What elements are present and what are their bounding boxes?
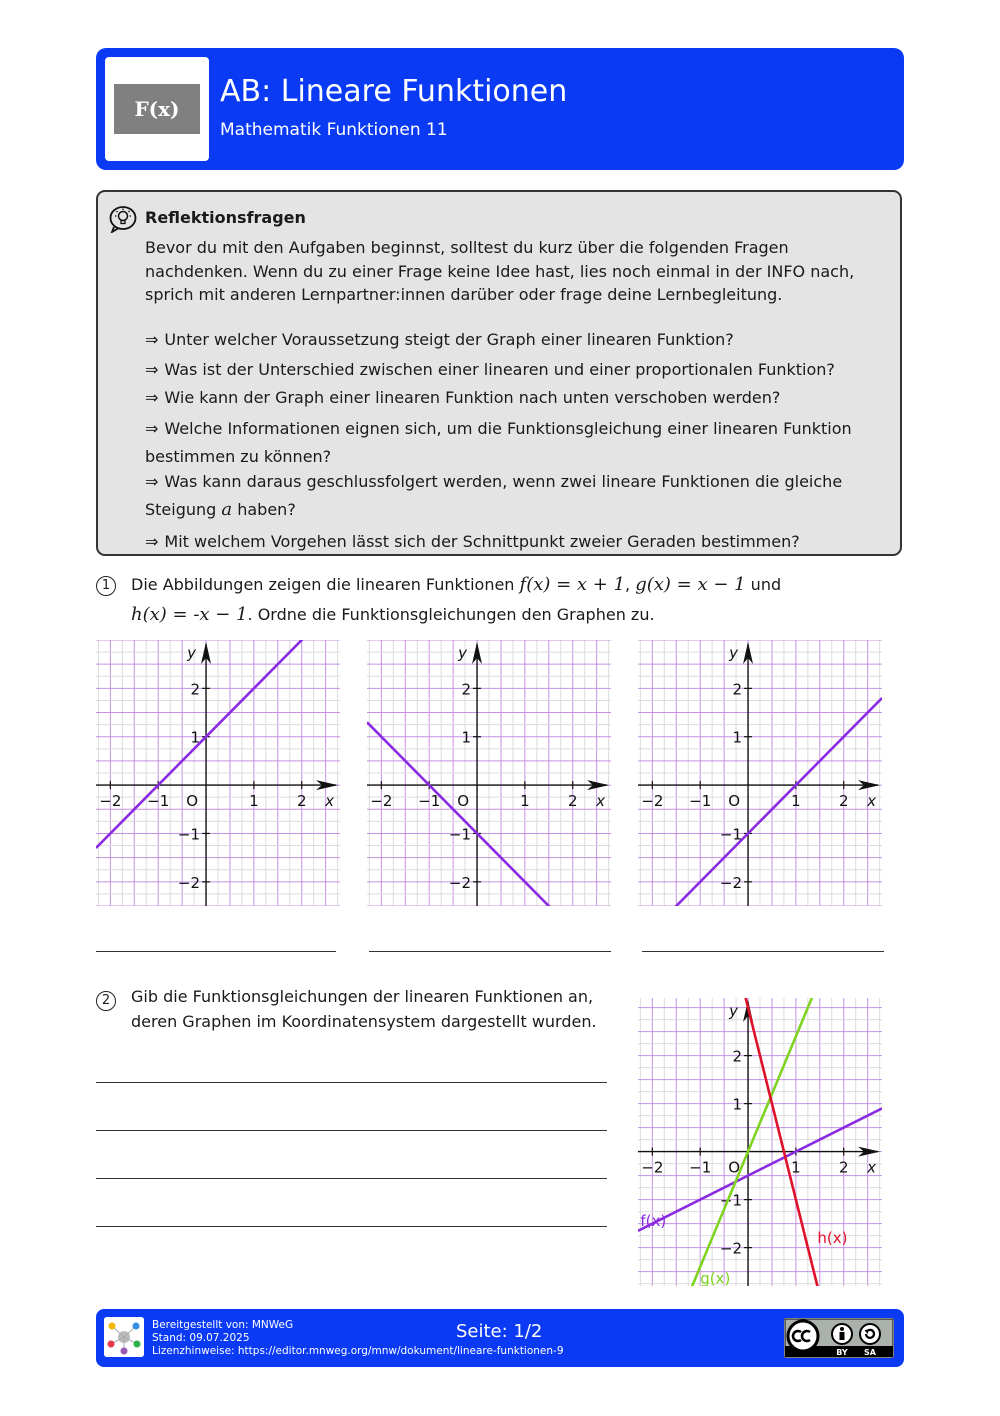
x-tick-label: −1 <box>689 792 712 811</box>
page-number: Seite: 1/2 <box>456 1321 543 1342</box>
equation-g: g(x) = x − 1 <box>635 574 746 595</box>
y-tick-label: 1 <box>461 728 472 747</box>
x-tick-label: 2 <box>838 1158 849 1177</box>
cc-sa-label: SA <box>864 1348 876 1357</box>
question-5: ⇒ Was kann daraus geschlussfolgert werden, wenn zwei lineare Funktionen die gleiche Steigung a haben? <box>145 472 843 520</box>
task-2-number: 2 <box>96 991 116 1011</box>
x-tick-label: 1 <box>791 1158 801 1177</box>
arrow-icon: ⇒ <box>145 419 159 438</box>
question-4: ⇒ Welche Informationen eignen sich, um die Funktionsgleichung einer linearen Funktion bestimmen zu können? <box>145 419 852 466</box>
question-6: ⇒ Mit welchem Vorgehen lässt sich der Schnittpunkt zweier Geraden bestimmen? <box>145 532 800 551</box>
graph-2 <box>367 640 611 906</box>
task-1-number: 1 <box>96 576 116 596</box>
task-2-text: Gib die Funktionsgleichungen der linearen Funktionen an, deren Graphen im Koordinatensystem dargestellt wurden. <box>131 987 597 1031</box>
x-tick-label: −2 <box>370 792 393 811</box>
y-tick-label: −2 <box>719 873 743 892</box>
x-axis-label: x <box>596 792 605 811</box>
y-tick-label: 2 <box>732 1047 743 1066</box>
graph-3 <box>638 640 882 906</box>
arrow-icon: ⇒ <box>145 472 159 491</box>
answer-line-graph-3[interactable] <box>642 951 884 952</box>
cc-license-badge <box>784 1318 894 1358</box>
y-tick-label: 1 <box>732 728 743 747</box>
y-axis-label: y <box>729 1002 739 1020</box>
y-tick-label: −2 <box>719 1239 743 1258</box>
y-tick-label: 1 <box>732 1095 743 1114</box>
lightbulb-speech-icon <box>109 205 137 233</box>
footer <box>96 1309 904 1367</box>
y-tick-label: −1 <box>719 1191 743 1210</box>
page-title: AB: Lineare Funktionen <box>220 74 568 109</box>
graph-task-2 <box>638 998 882 1286</box>
cc-by-label: BY <box>836 1348 848 1357</box>
x-axis-label: x <box>867 792 876 811</box>
x-tick-label: −1 <box>689 1158 712 1177</box>
series-label: g(x) <box>700 1269 731 1286</box>
origin-label: O <box>728 792 741 811</box>
arrow-icon: ⇒ <box>145 532 159 551</box>
answer-line-3[interactable] <box>96 1178 607 1179</box>
x-tick-label: −2 <box>641 1158 664 1177</box>
graph-1 <box>96 640 340 906</box>
origin-label: O <box>186 792 199 811</box>
logo-box <box>105 57 209 161</box>
page-subtitle: Mathematik Funktionen 11 <box>220 120 448 140</box>
answer-line-2[interactable] <box>96 1130 607 1131</box>
header-banner <box>96 48 904 170</box>
equation-h: h(x) = -x − 1 <box>131 604 248 625</box>
x-tick-label: −2 <box>99 792 122 811</box>
y-tick-label: 2 <box>732 680 743 699</box>
origin-label: O <box>457 792 470 811</box>
y-tick-label: −1 <box>448 825 472 844</box>
y-tick-label: −1 <box>719 825 743 844</box>
x-tick-label: 2 <box>567 792 578 811</box>
arrow-icon: ⇒ <box>145 330 159 349</box>
answer-line-1[interactable] <box>96 1082 607 1083</box>
x-tick-label: 1 <box>520 792 530 811</box>
answer-line-graph-1[interactable] <box>96 951 336 952</box>
answer-line-4[interactable] <box>96 1226 607 1227</box>
reflection-intro: Bevor du mit den Aufgaben beginnst, solltest du kurz über die folgenden Fragen nachdenken. Wenn du zu einer Frage keine Idee hast, lies noch einmal in der INFO nach, sprich mit anderen Lernpartner:innen darüber oder frage deine Lernbegleitung. <box>145 238 855 304</box>
x-tick-label: −1 <box>147 792 170 811</box>
footer-license[interactable]: Lizenzhinweise: https://editor.mnweg.org/mnw/dokument/lineare-funktionen-9 <box>152 1345 564 1357</box>
x-tick-label: 1 <box>249 792 259 811</box>
origin-label: O <box>728 1158 741 1177</box>
x-tick-label: 1 <box>791 792 801 811</box>
question-2: ⇒ Was ist der Unterschied zwischen einer linearen und einer proportionalen Funktion? <box>145 360 835 379</box>
y-axis-label: y <box>729 644 739 662</box>
x-tick-label: −1 <box>418 792 441 811</box>
series-label: h(x) <box>817 1228 848 1247</box>
y-tick-label: 2 <box>190 680 201 699</box>
fx-logo: F(x) <box>114 84 200 134</box>
reflection-title: Reflektionsfragen <box>145 208 306 227</box>
arrow-icon: ⇒ <box>145 388 159 407</box>
task-1-text: Die Abbildungen zeigen die linearen Funktionen f(x) = x + 1, g(x) = x − 1 und h(x) = -x − 1. Ordne die Funktionsgleichungen den Graphen zu. <box>131 574 782 625</box>
reflection-box <box>96 190 902 556</box>
y-tick-label: −1 <box>177 825 201 844</box>
y-tick-label: 2 <box>461 680 472 699</box>
answer-line-graph-2[interactable] <box>369 951 611 952</box>
footer-provided: Bereitgestellt von: MNWeG <box>152 1319 294 1331</box>
y-axis-label: y <box>187 644 197 662</box>
cc-by-sa-icon <box>784 1318 894 1358</box>
mnweg-logo-icon <box>104 1317 144 1357</box>
series-label: f(x) <box>640 1212 667 1230</box>
x-tick-label: 2 <box>838 792 849 811</box>
x-tick-label: −2 <box>641 792 664 811</box>
x-axis-label: x <box>867 1158 876 1177</box>
equation-f: f(x) = x + 1 <box>519 574 626 595</box>
arrow-icon: ⇒ <box>145 360 159 379</box>
question-3: ⇒ Wie kann der Graph einer linearen Funktion nach unten verschoben werden? <box>145 388 781 407</box>
y-axis-label: y <box>458 644 468 662</box>
x-axis-label: x <box>325 792 334 811</box>
y-tick-label: 1 <box>190 728 201 747</box>
footer-date: Stand: 09.07.2025 <box>152 1332 250 1344</box>
question-1: ⇒ Unter welcher Voraussetzung steigt der Graph einer linearen Funktion? <box>145 330 734 349</box>
y-tick-label: −2 <box>448 873 472 892</box>
y-tick-label: −2 <box>177 873 201 892</box>
x-tick-label: 2 <box>296 792 307 811</box>
